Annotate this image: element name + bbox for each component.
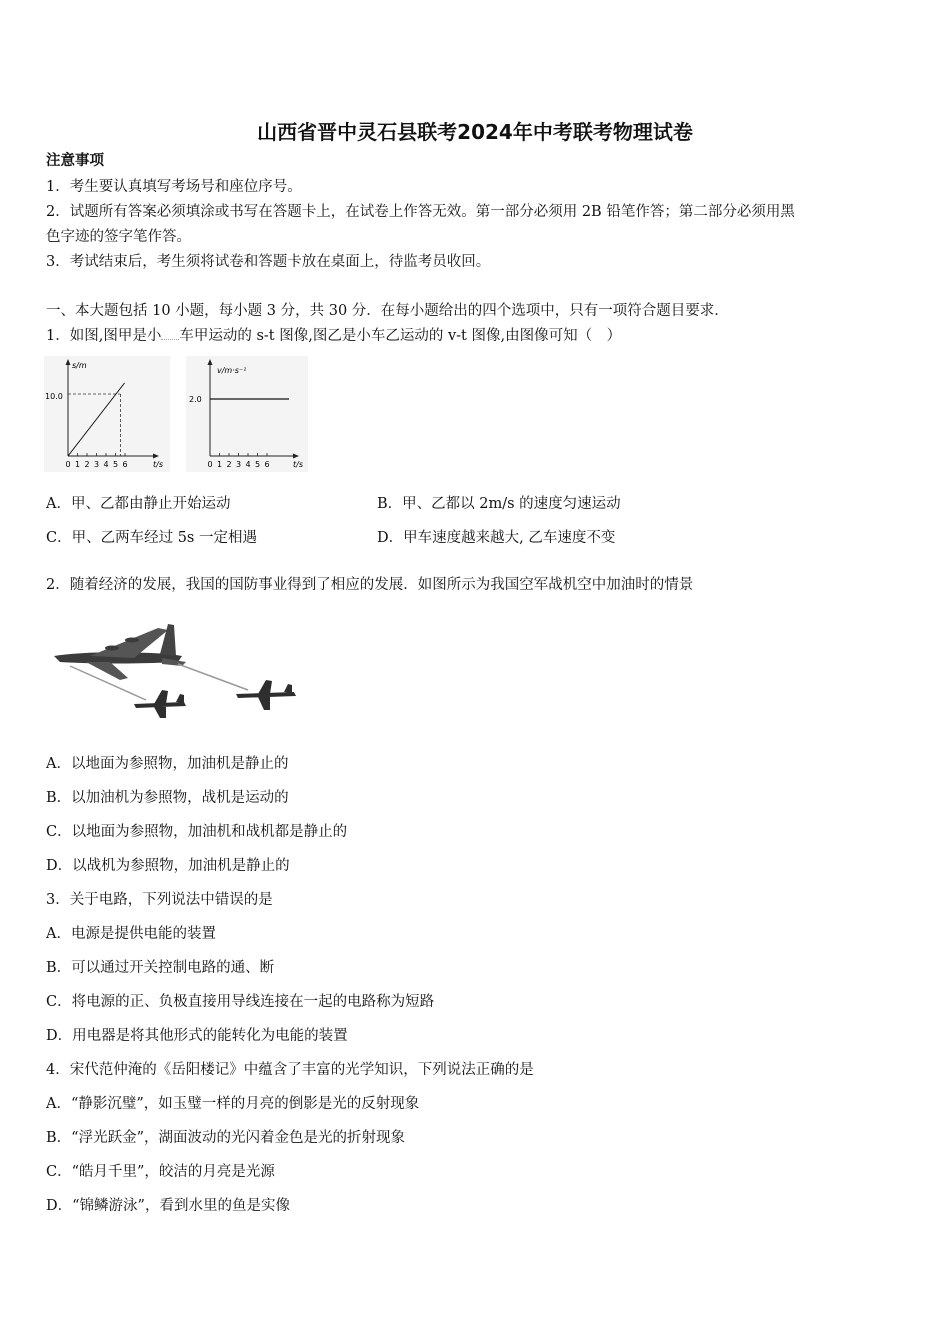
- notice-item: 2．试题所有答案必须填涂或书写在答题卡上，在试卷上作答无效。第一部分必须用 2B 铅笔作答；第二部分必须用黑: [46, 204, 795, 220]
- question-2-stem: 2．随着经济的发展，我国的国防事业得到了相应的发展．如图所示为我国空军战机空中加油时的情景: [46, 577, 694, 593]
- notice-item: 3．考试结束后，考生须将试卷和答题卡放在桌面上，待监考员收回。: [46, 254, 491, 270]
- q3-option-c: C．将电源的正、负极直接用导线连接在一起的电路称为短路: [46, 994, 435, 1010]
- question-3-stem: 3．关于电路，下列说法中错误的是: [46, 892, 273, 908]
- x-tick-label: 6: [122, 460, 128, 469]
- question-4-stem: 4．宋代范仲淹的《岳阳楼记》中蕴含了丰富的光学知识，下列说法正确的是: [46, 1062, 534, 1078]
- y-axis-label: v/m·s⁻¹: [217, 366, 247, 375]
- aerial-refueling-image: [50, 618, 306, 724]
- q4-option-b: B．“浮光跃金”，湖面波动的光闪着金色是光的折射现象: [46, 1130, 405, 1146]
- page-title: 山西省晋中灵石县联考2024年中考联考物理试卷: [257, 120, 693, 144]
- x-axis-label: t/s: [293, 460, 303, 469]
- y-axis-label: s/m: [72, 361, 87, 370]
- notice-heading: 注意事项: [46, 152, 104, 169]
- x-tick-label: 4: [103, 460, 109, 469]
- graph-background: [186, 356, 308, 472]
- q1-option-a: A．甲、乙都由静止开始运动: [46, 496, 231, 512]
- x-tick-label: 2: [84, 460, 90, 469]
- notice-item: 色字迹的签字笔作答。: [46, 229, 191, 245]
- q2-option-d: D．以战机为参照物，加油机是静止的: [46, 858, 290, 874]
- x-tick-label: 1: [75, 460, 81, 469]
- q3-option-b: B．可以通过开关控制电路的通、断: [46, 960, 275, 976]
- question-1-stem: [46, 327, 621, 345]
- section-instruction: 一、本大题包括 10 小题，每小题 3 分，共 30 分．在每小题给出的四个选项中，只有一项符合题目要求．: [46, 303, 729, 319]
- q4-option-d: D．“锦鳞游泳”，看到水里的鱼是实像: [46, 1198, 290, 1214]
- x-axis-label: t/s: [153, 460, 163, 469]
- x-tick-label: 5: [255, 460, 261, 469]
- x-tick-label: 3: [236, 460, 242, 469]
- q2-option-c: C．以地面为参照物，加油机和战机都是静止的: [46, 824, 348, 840]
- q2-option-b: B．以加油机为参照物，战机是运动的: [46, 790, 289, 806]
- q1-option-b: B．甲、乙都以 2m/s 的速度匀速运动: [377, 496, 621, 512]
- vt-graph: [186, 356, 308, 472]
- x-tick-label: 3: [94, 460, 100, 469]
- q2-option-a: A．以地面为参照物，加油机是静止的: [46, 756, 289, 772]
- notice-item: 1．考生要认真填写考场号和座位序号。: [46, 179, 302, 195]
- x-tick-label: 4: [245, 460, 251, 469]
- question-1-stem-part-b: 车甲运动的 s-t 图像,图乙是小车乙运动的 v-t 图像,由图像可知（ ）: [179, 328, 622, 344]
- question-1-stem-part-a: 1．如图,图甲是小: [46, 328, 162, 344]
- y-tick-label: 2.0: [189, 395, 202, 404]
- q1-option-d: D．甲车速度越来越大, 乙车速度不变: [377, 530, 616, 546]
- x-tick-label: 1: [217, 460, 223, 469]
- x-tick-label: 0: [207, 460, 213, 469]
- x-tick-label: 6: [264, 460, 270, 469]
- graph-background: [44, 356, 170, 472]
- q3-option-d: D．用电器是将其他形式的能转化为电能的装置: [46, 1028, 348, 1044]
- wavy-underline: [161, 327, 179, 340]
- x-tick-label: 2: [226, 460, 232, 469]
- q1-option-c: C．甲、乙两车经过 5s 一定相遇: [46, 530, 257, 546]
- q4-option-a: A．“静影沉璧”，如玉璧一样的月亮的倒影是光的反射现象: [46, 1096, 420, 1112]
- q4-option-c: C．“皓月千里”，皎洁的月亮是光源: [46, 1164, 275, 1180]
- q3-option-a: A．电源是提供电能的装置: [46, 926, 216, 942]
- y-tick-label: 10.0: [45, 392, 63, 401]
- x-tick-label: 5: [113, 460, 119, 469]
- st-graph: [44, 356, 170, 472]
- x-tick-label: 0: [65, 460, 71, 469]
